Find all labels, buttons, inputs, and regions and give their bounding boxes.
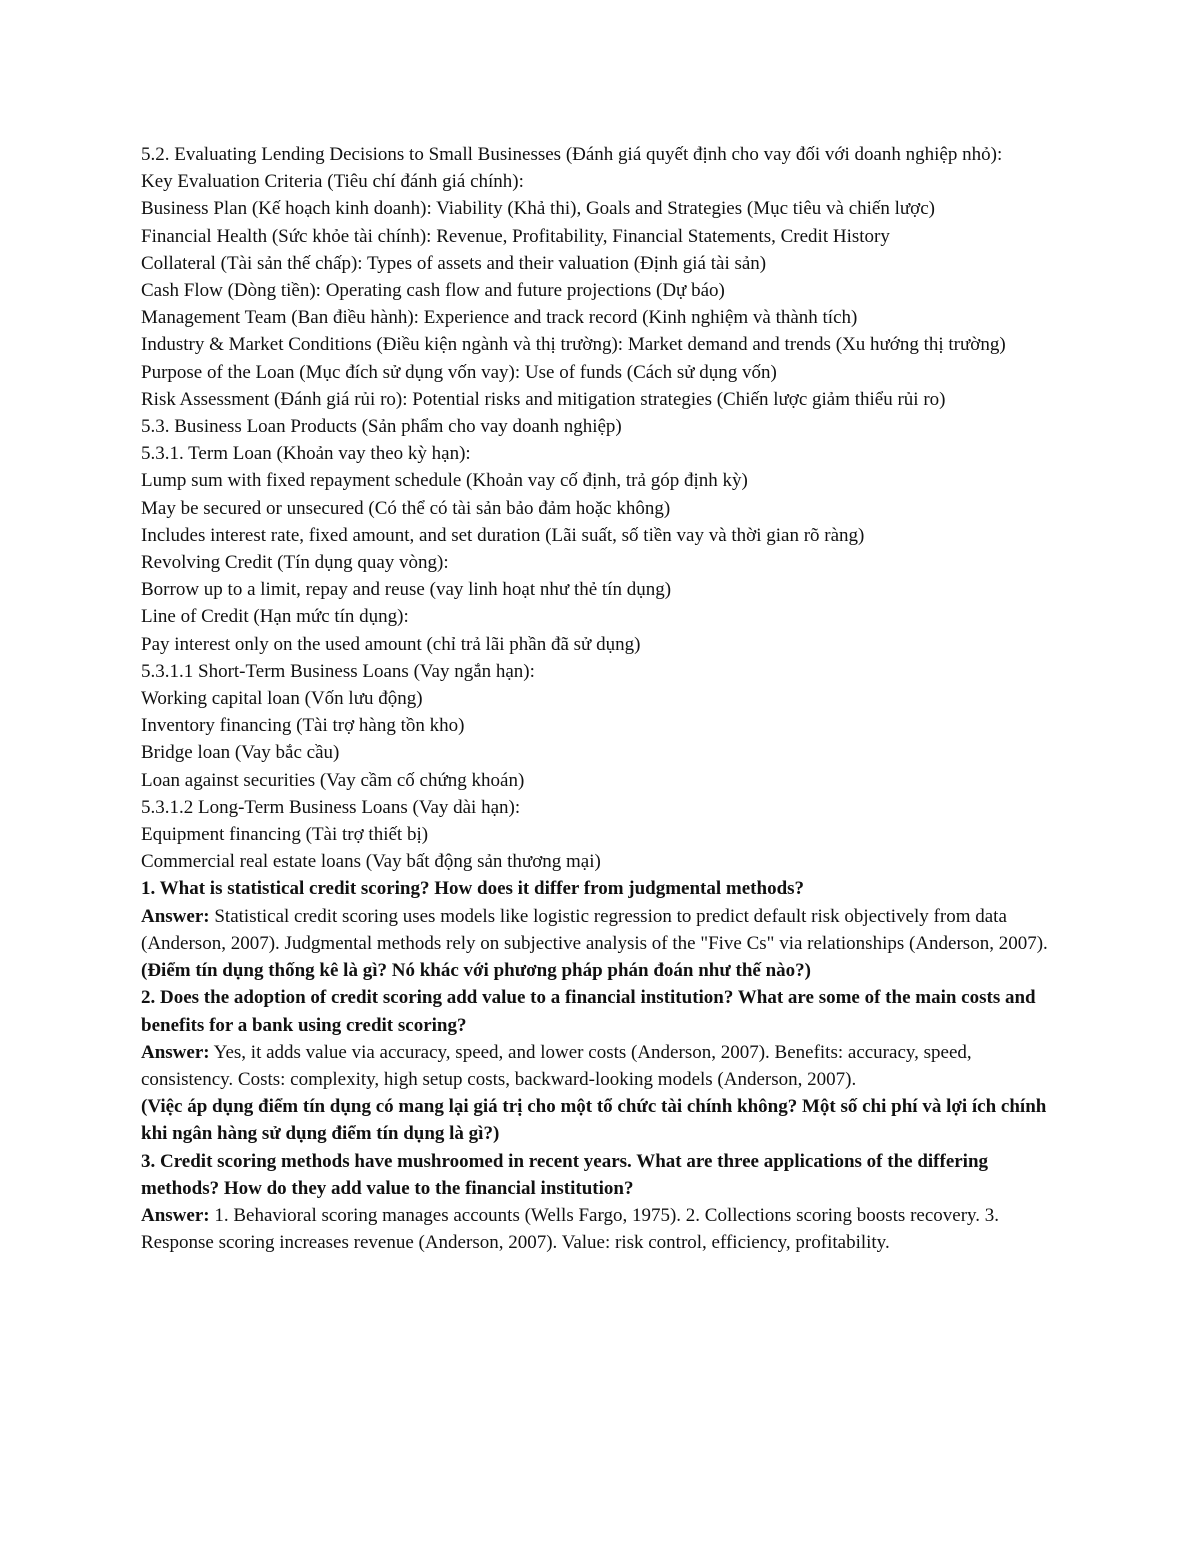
answer-text: Statistical credit scoring uses models like logistic regression to predict default risk objectively from data (Anderson, 2007). Judgmental methods rely on subjective analysis of the "Five Cs" via relationships (Anderson, 2007). — [141, 905, 1048, 954]
text-line: Borrow up to a limit, repay and reuse (vay linh hoạt như thẻ tín dụng) — [141, 579, 672, 601]
answer-label: Answer: — [141, 905, 210, 927]
text-line: Industry & Market Conditions (Điều kiện ngành và thị trường): Market demand and trends (Xu hướng thị trường) — [141, 334, 1006, 356]
answer-2 — [141, 1039, 1061, 1093]
text-line: Purpose of the Loan (Mục đích sử dụng vốn vay): Use of funds (Cách sử dụng vốn) — [141, 361, 777, 383]
text-line: Business Plan (Kế hoạch kinh doanh): Viability (Khả thi), Goals and Strategies (Mục tiêu và chiến lược) — [141, 198, 935, 220]
question-2: 2. Does the adoption of credit scoring add value to a financial institution? What are some of the main costs and benefits for a bank using credit scoring? — [141, 987, 1036, 1036]
text-line: Bridge loan (Vay bắc cầu) — [141, 742, 340, 764]
text-line: Includes interest rate, fixed amount, and set duration (Lãi suất, số tiền vay và thời gian rõ ràng) — [141, 524, 865, 546]
answer-text: Yes, it adds value via accuracy, speed, and lower costs (Anderson, 2007). Benefits: accuracy, speed, consistency. Costs: complexity, high setup costs, backward-looking models (Anderson, 2007). — [141, 1041, 972, 1090]
question-1: 1. What is statistical credit scoring? How does it differ from judgmental methods? — [141, 878, 805, 900]
section-heading-5-3-1-2: 5.3.1.2 Long-Term Business Loans (Vay dài hạn): — [141, 796, 521, 818]
text-line: Commercial real estate loans (Vay bất động sản thương mại) — [141, 851, 601, 873]
text-line: Working capital loan (Vốn lưu động) — [141, 688, 423, 710]
qa-section — [141, 875, 1061, 1256]
answer-1 — [141, 903, 1061, 957]
text-line: Collateral (Tài sản thế chấp): Types of assets and their valuation (Định giá tài sản) — [141, 252, 767, 274]
text-line: Line of Credit (Hạn mức tín dụng): — [141, 606, 409, 628]
section-heading-5-3-1: 5.3.1. Term Loan (Khoản vay theo kỳ hạn): — [141, 443, 471, 465]
text-line: Equipment financing (Tài trợ thiết bị) — [141, 824, 429, 846]
text-line: May be secured or unsecured (Có thể có tài sản bảo đảm hoặc không) — [141, 497, 671, 519]
text-line: Financial Health (Sức khỏe tài chính): Revenue, Profitability, Financial Statements, Credit History — [141, 225, 890, 247]
text-line: Loan against securities (Vay cầm cố chứng khoán) — [141, 769, 525, 791]
answer-label: Answer: — [141, 1204, 210, 1226]
text-line: Inventory financing (Tài trợ hàng tồn kho) — [141, 715, 465, 737]
answer-3 — [141, 1202, 1061, 1256]
section-heading-5-3-1-1: 5.3.1.1 Short-Term Business Loans (Vay ngắn hạn): — [141, 660, 535, 682]
text-line: Cash Flow (Dòng tiền): Operating cash flow and future projections (Dự báo) — [141, 280, 725, 302]
question-1-vietnamese: (Điểm tín dụng thống kê là gì? Nó khác với phương pháp phán đoán như thế nào?) — [141, 960, 811, 982]
text-line: Risk Assessment (Đánh giá rủi ro): Potential risks and mitigation strategies (Chiến lược giảm thiểu rủi ro) — [141, 388, 946, 410]
text-body — [141, 141, 1061, 875]
section-heading-5-3: 5.3. Business Loan Products (Sản phẩm cho vay doanh nghiệp) — [141, 416, 622, 438]
question-2-vietnamese: (Việc áp dụng điểm tín dụng có mang lại giá trị cho một tổ chức tài chính không? Một số chi phí và lợi ích chính khi ngân hàng sử dụng điểm tín dụng là gì?) — [141, 1096, 1047, 1145]
text-line: Key Evaluation Criteria (Tiêu chí đánh giá chính): — [141, 171, 524, 193]
answer-text: 1. Behavioral scoring manages accounts (Wells Fargo, 1975). 2. Collections scoring boosts recovery. 3. Response scoring increases revenue (Anderson, 2007). Value: risk control, efficiency, profitability. — [141, 1204, 1000, 1254]
text-line: Revolving Credit (Tín dụng quay vòng): — [141, 552, 449, 574]
text-line: Lump sum with fixed repayment schedule (Khoản vay cố định, trả góp định kỳ) — [141, 470, 748, 492]
text-line: Pay interest only on the used amount (chỉ trả lãi phần đã sử dụng) — [141, 633, 641, 655]
text-line: Management Team (Ban điều hành): Experience and track record (Kinh nghiệm và thành tích) — [141, 307, 858, 329]
answer-label: Answer: — [141, 1041, 210, 1063]
section-heading-5-2: 5.2. Evaluating Lending Decisions to Small Businesses (Đánh giá quyết định cho vay đối với doanh nghiệp nhỏ): — [141, 144, 1003, 165]
question-3: 3. Credit scoring methods have mushroomed in recent years. What are three applications of the differing methods? How do they add value to the financial institution? — [141, 1150, 989, 1199]
document-page — [141, 141, 1061, 1256]
